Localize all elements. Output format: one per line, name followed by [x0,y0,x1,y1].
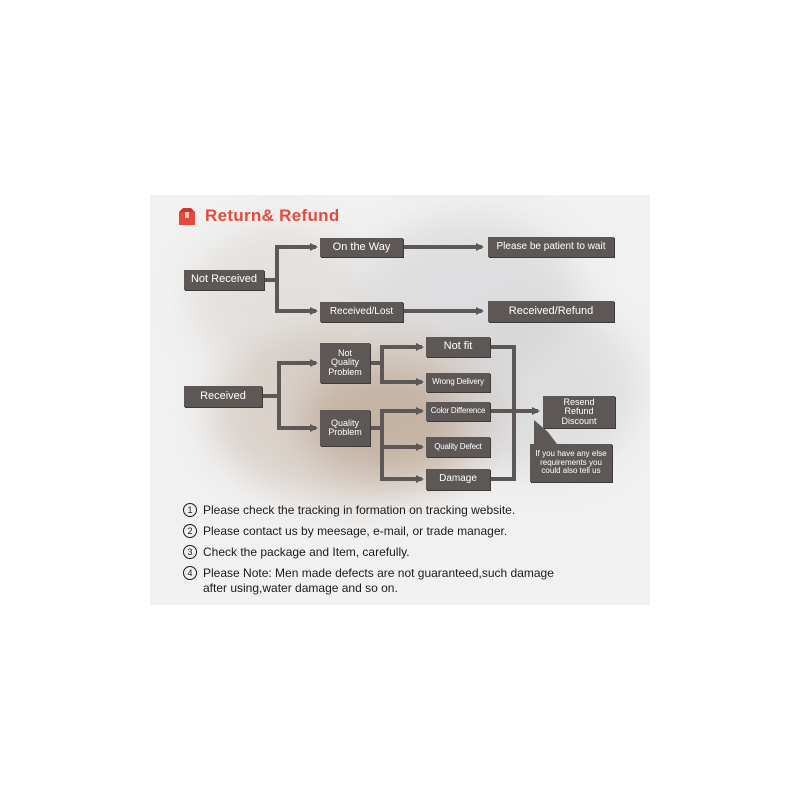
node-received-lost: Received/Lost [320,302,403,322]
node-not-received: Not Received [184,270,264,290]
connector-line [382,428,422,447]
node-on-the-way: On the Way [320,238,403,257]
connector-line [368,411,422,428]
node-please-wait: Please be patient to wait [488,237,614,257]
connector-line [368,347,422,363]
connector-line [277,280,316,311]
callout-note: If you have any else requirements you could also tell us [530,444,612,482]
page-title: Return& Refund [205,206,340,225]
note-number: 3 [183,545,197,559]
node-not-quality-problem: Not Quality Problem [320,343,370,383]
node-color-difference: Color Difference [426,402,490,421]
note-text: Check the package and Item, carefully. [203,545,410,559]
node-quality-problem: Quality Problem [320,410,370,446]
note-text: Please contact us by meesage, e-mail, or trade manager. [203,524,508,538]
node-resend-refund-discount: Resend Refund Discount [543,396,615,428]
node-received-refund: Received/Refund [488,301,614,322]
connector-line [279,396,316,428]
node-wrong-delivery: Wrong Delivery [426,373,490,392]
connector-line [382,447,422,479]
node-quality-defect: Quality Defect [426,437,490,457]
node-damage: Damage [426,469,490,490]
connector-line [382,363,422,382]
note-number: 4 [183,566,197,580]
note-text: Please check the tracking in formation on tracking website. [203,503,516,517]
connector-line [258,363,316,396]
connector-line [260,247,316,280]
note-text: Please Note: Men made defects are not guaranteed,such damage after using,water damage and so on. [203,566,554,595]
note-item [183,524,623,539]
node-received: Received [184,386,262,407]
note-item [183,503,623,518]
node-not-fit: Not fit [426,337,490,357]
note-number: 1 [183,503,197,517]
notes-list [183,503,623,602]
note-number: 2 [183,524,197,538]
note-item [183,545,623,560]
note-item [183,566,623,596]
